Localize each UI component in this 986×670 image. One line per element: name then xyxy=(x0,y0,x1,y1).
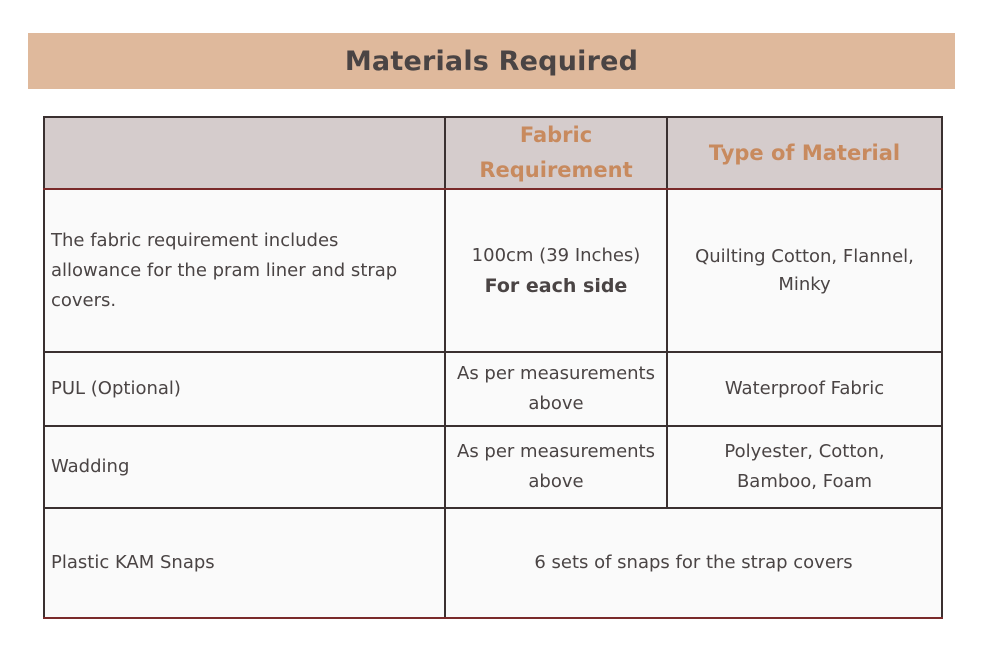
table-row xyxy=(44,508,942,618)
row-fabric-material: Quilting Cotton, Flannel, Minky xyxy=(667,189,942,352)
table-row xyxy=(44,189,942,352)
table-row xyxy=(44,352,942,426)
page-title: Materials Required xyxy=(344,45,639,77)
table-row xyxy=(44,426,942,508)
table-header-row xyxy=(44,117,942,189)
row-fabric-description: The fabric requirement includes allowance for the pram liner and strap covers. xyxy=(44,189,445,352)
header-cell-blank xyxy=(44,117,445,189)
row-snaps-requirement: 6 sets of snaps for the strap covers xyxy=(445,508,942,618)
row-snaps-label: Plastic KAM Snaps xyxy=(44,508,445,618)
row-fabric-requirement xyxy=(445,189,667,352)
row-pul-material: Waterproof Fabric xyxy=(667,352,942,426)
row-wadding-label: Wadding xyxy=(44,426,445,508)
header-type-of-material: Type of Material xyxy=(667,117,942,189)
header-fabric-requirement: Fabric Requirement xyxy=(445,117,667,189)
materials-table xyxy=(43,116,943,619)
row-wadding-material: Polyester, Cotton, Bamboo, Foam xyxy=(667,426,942,508)
requirement-amount: 100cm (39 Inches) xyxy=(471,244,641,266)
requirement-each-side: For each side xyxy=(484,274,628,297)
row-wadding-requirement: As per measurements above xyxy=(445,426,667,508)
row-pul-label: PUL (Optional) xyxy=(44,352,445,426)
title-banner xyxy=(28,33,955,89)
row-pul-requirement: As per measurements above xyxy=(445,352,667,426)
